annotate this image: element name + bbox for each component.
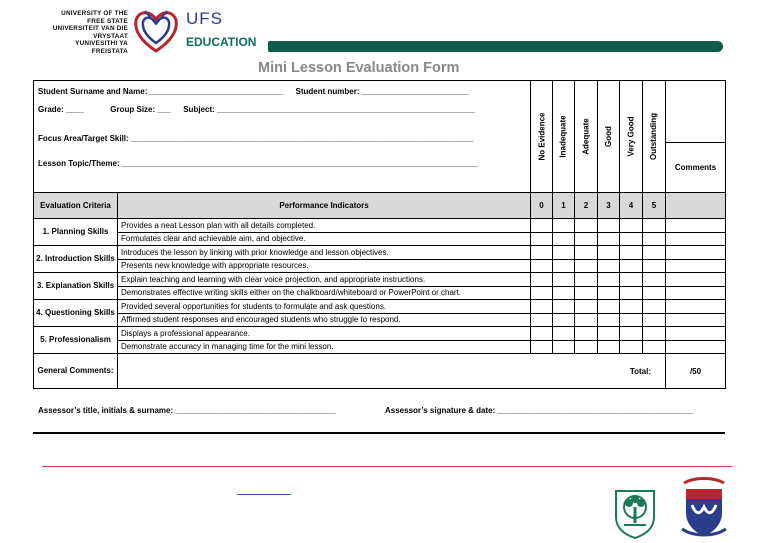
comments-header-spacer: [666, 81, 726, 143]
score-cell[interactable]: [553, 300, 575, 314]
comment-cell[interactable]: [666, 313, 726, 327]
score-cell[interactable]: [575, 259, 598, 273]
student-number-field[interactable]: Student number: ________________________: [295, 87, 469, 96]
comment-cell[interactable]: [666, 259, 726, 273]
rating-header-inadequate: Inadequate: [553, 81, 575, 193]
score-cell[interactable]: [643, 273, 666, 287]
score-cell[interactable]: [531, 246, 553, 260]
score-cell[interactable]: [575, 340, 598, 354]
score-header: 5: [643, 193, 666, 219]
ufs-shield-emblem: [678, 475, 730, 539]
assessor-name-field[interactable]: Assessor’s title, initials & surname: ____________________________________: [38, 406, 336, 415]
score-cell[interactable]: [598, 219, 620, 233]
assessor-signature-field[interactable]: Assessor’s signature & date: ____________________________________________: [385, 406, 694, 415]
table-row: [34, 300, 726, 314]
tree-emblem-logo: [612, 487, 658, 539]
score-header: 1: [553, 193, 575, 219]
score-cell[interactable]: [575, 232, 598, 246]
criterion-name: 3. Explanation Skills: [34, 273, 118, 300]
score-cell[interactable]: [643, 219, 666, 233]
table-row: [34, 273, 726, 287]
score-cell[interactable]: [553, 286, 575, 300]
criterion-name: 1. Planning Skills: [34, 219, 118, 246]
comment-cell[interactable]: [666, 219, 726, 233]
performance-indicator: Explain teaching and learning with clear voice projection, and appropriate instructions.: [118, 273, 531, 287]
header-banner-bar: [268, 41, 723, 52]
rating-header-no-evidence: No Evidence: [531, 81, 553, 193]
score-cell[interactable]: [620, 232, 643, 246]
student-name-field[interactable]: Student Surname and Name: ______________________________: [38, 87, 284, 96]
table-row: [34, 232, 726, 246]
performance-indicator: Affirmed student responses and encouraged students who struggle to respond.: [118, 313, 531, 327]
score-cell[interactable]: [575, 219, 598, 233]
comment-cell[interactable]: [666, 327, 726, 341]
criteria-column-header: Evaluation Criteria: [34, 193, 118, 219]
focus-area-field[interactable]: Focus Area/Target Skill: _____________________________________________________________________________: [38, 134, 474, 143]
group-size-field[interactable]: Group Size: ___: [110, 105, 171, 114]
score-cell[interactable]: [643, 313, 666, 327]
indicators-column-header: Performance Indicators: [118, 193, 531, 219]
general-comments-label: General Comments:: [34, 354, 118, 389]
university-name-line: UNIVERSITY OF THE: [61, 10, 128, 17]
rating-header-good: Good: [598, 81, 620, 193]
faculty-name: EDUCATION: [186, 35, 257, 49]
score-cell[interactable]: [643, 246, 666, 260]
university-name-line: VRYSTAAT: [93, 32, 128, 40]
evaluation-form-table: [33, 80, 726, 389]
score-header: 3: [598, 193, 620, 219]
score-cell[interactable]: [553, 232, 575, 246]
score-cell[interactable]: [620, 340, 643, 354]
performance-indicator: Presents new knowledge with appropriate resources.: [118, 259, 531, 273]
grade-field[interactable]: Grade: ____: [38, 105, 84, 114]
score-cell[interactable]: [531, 313, 553, 327]
score-cell[interactable]: [643, 340, 666, 354]
performance-indicator: Formulates clear and achievable aim, and objective.: [118, 232, 531, 246]
table-row: [34, 219, 726, 233]
performance-indicator: Introduces the lesson by linking with prior knowledge and lesson objectives.: [118, 246, 531, 260]
general-comments-field[interactable]: [118, 354, 666, 389]
score-cell[interactable]: [575, 273, 598, 287]
university-name-block: [38, 10, 128, 56]
score-cell[interactable]: [643, 300, 666, 314]
performance-indicator: Provides a neat Lesson plan with all details completed.: [118, 219, 531, 233]
footer-link-underline: [237, 494, 291, 495]
score-cell[interactable]: [531, 327, 553, 341]
performance-indicator: Demonstrates effective writing skills either on the chalkboard/whiteboard or PowerPoint or chart.: [118, 286, 531, 300]
table-row: [34, 327, 726, 341]
score-cell[interactable]: [598, 313, 620, 327]
score-cell[interactable]: [598, 259, 620, 273]
page-title: Mini Lesson Evaluation Form: [258, 60, 460, 76]
score-cell[interactable]: [598, 340, 620, 354]
lesson-topic-field[interactable]: Lesson Topic/Theme: ________________________________________________________________________________: [38, 159, 478, 168]
criterion-name: 5. Professionalism: [34, 327, 118, 354]
comment-cell[interactable]: [666, 300, 726, 314]
score-cell[interactable]: [598, 327, 620, 341]
comment-cell[interactable]: [666, 246, 726, 260]
score-cell[interactable]: [643, 259, 666, 273]
score-cell[interactable]: [531, 286, 553, 300]
table-row: [34, 313, 726, 327]
criterion-name: 2. Introduction Skills: [34, 246, 118, 273]
score-header: 0: [531, 193, 553, 219]
score-cell[interactable]: [598, 286, 620, 300]
score-cell[interactable]: [531, 273, 553, 287]
score-cell[interactable]: [643, 232, 666, 246]
score-cell[interactable]: [553, 273, 575, 287]
score-cell[interactable]: [531, 232, 553, 246]
comment-cell[interactable]: [666, 286, 726, 300]
total-label: Total:: [629, 366, 651, 376]
score-cell[interactable]: [620, 286, 643, 300]
footer-divider: [42, 466, 732, 467]
ufs-crest-logo: [131, 7, 181, 55]
score-cell[interactable]: [575, 327, 598, 341]
score-cell[interactable]: [598, 273, 620, 287]
total-max-score: /50: [666, 354, 726, 389]
score-cell[interactable]: [598, 232, 620, 246]
score-cell[interactable]: [553, 259, 575, 273]
divider: [33, 432, 725, 434]
table-row: [34, 259, 726, 273]
comment-cell[interactable]: [666, 273, 726, 287]
score-cell[interactable]: [531, 219, 553, 233]
score-cell[interactable]: [553, 313, 575, 327]
score-cell[interactable]: [620, 219, 643, 233]
score-cell[interactable]: [575, 300, 598, 314]
score-cell[interactable]: [620, 300, 643, 314]
student-details-block: [34, 81, 531, 193]
comment-cell[interactable]: [666, 340, 726, 354]
score-cell[interactable]: [531, 300, 553, 314]
score-cell[interactable]: [643, 286, 666, 300]
table-row: [34, 286, 726, 300]
performance-indicator: Provided several opportunities for students to formulate and ask questions.: [118, 300, 531, 314]
score-cell[interactable]: [575, 286, 598, 300]
score-cell[interactable]: [643, 327, 666, 341]
university-name-line: YUNIVESITHI YA: [75, 40, 128, 48]
score-cell[interactable]: [598, 300, 620, 314]
comments-blank-cell: [666, 193, 726, 219]
rating-header-adequate: Adequate: [575, 81, 598, 193]
table-row: [34, 246, 726, 260]
university-name-line: UNIVERSITEIT VAN DIE: [52, 25, 128, 33]
university-name-line: FREE STATE: [87, 17, 128, 25]
score-header: 4: [620, 193, 643, 219]
score-cell[interactable]: [553, 246, 575, 260]
score-cell[interactable]: [620, 246, 643, 260]
performance-indicator: Displays a professional appearance.: [118, 327, 531, 341]
score-cell[interactable]: [531, 259, 553, 273]
table-row: [34, 340, 726, 354]
score-cell[interactable]: [598, 246, 620, 260]
score-cell[interactable]: [575, 246, 598, 260]
comments-header: Comments: [666, 143, 726, 193]
score-cell[interactable]: [620, 313, 643, 327]
criteria-rows: [34, 219, 726, 354]
rating-header-outstanding: Outstanding: [643, 81, 666, 193]
score-cell[interactable]: [620, 273, 643, 287]
score-cell[interactable]: [553, 219, 575, 233]
score-cell[interactable]: [620, 327, 643, 341]
ufs-wordmark: UFS: [186, 9, 223, 28]
score-cell[interactable]: [553, 327, 575, 341]
performance-indicator: Demonstrate accuracy in managing time for the mini lesson.: [118, 340, 531, 354]
criterion-name: 4. Questioning Skills: [34, 300, 118, 327]
university-name-line: FREISTATA: [91, 47, 128, 55]
score-cell[interactable]: [620, 259, 643, 273]
score-cell[interactable]: [575, 313, 598, 327]
rating-header-very-good: Very Good: [620, 81, 643, 193]
score-header: 2: [575, 193, 598, 219]
subject-field[interactable]: Subject: __________________________________________________________: [183, 105, 476, 114]
score-cell[interactable]: [531, 340, 553, 354]
comment-cell[interactable]: [666, 232, 726, 246]
score-cell[interactable]: [553, 340, 575, 354]
